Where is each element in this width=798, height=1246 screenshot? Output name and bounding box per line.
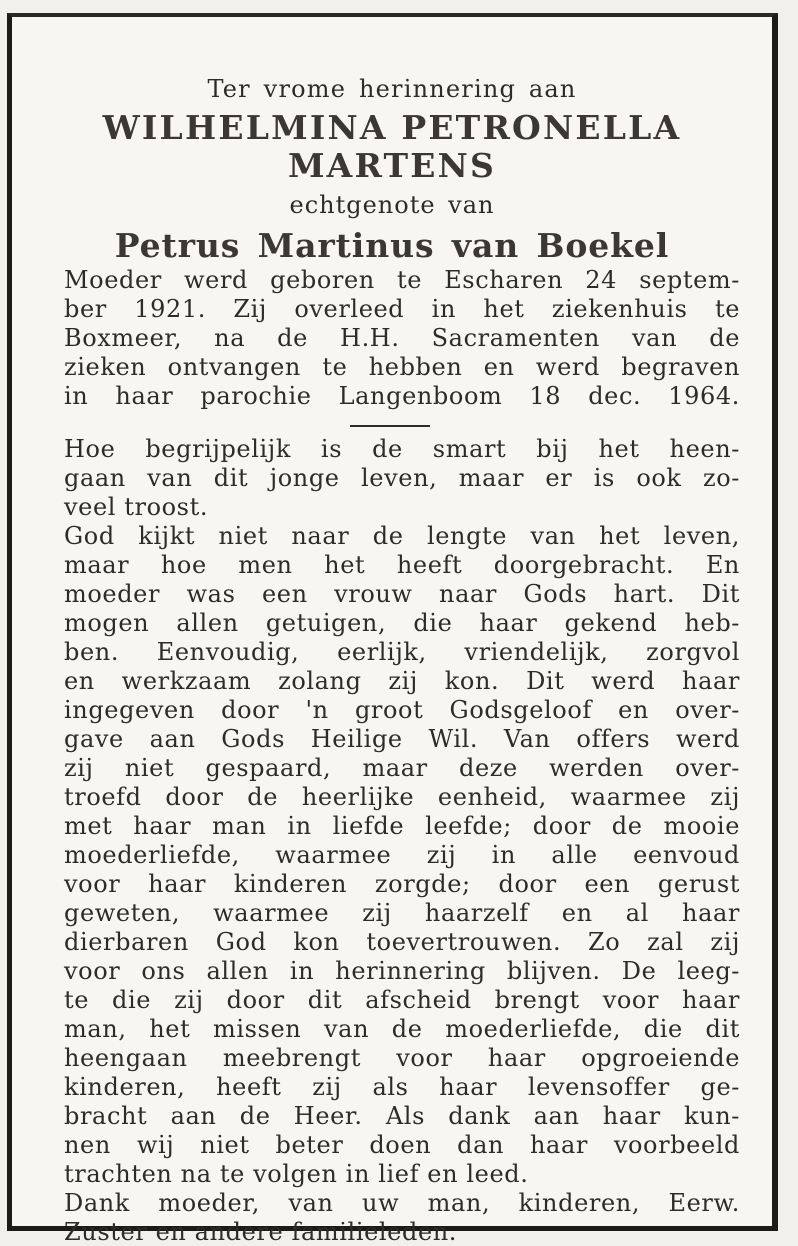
- memorial-card: [7, 13, 778, 1246]
- deceased-name-line-2: MARTENS: [287, 146, 497, 185]
- tribute-line: gave aan Gods Heilige Wil. Van offers werd: [64, 725, 740, 753]
- tribute-line: moeder was een vrouw naar Gods hart. Dit: [64, 580, 740, 608]
- tribute-line: bracht aan de Heer. Als dank aan haar kun-: [64, 1102, 740, 1130]
- tribute-line: Dank moeder, van uw man, kinderen, Eerw.: [64, 1189, 740, 1217]
- tribute-line: geweten, waarmee zij haarzelf en al haar: [64, 899, 740, 927]
- deceased-name-line-1: WILHELMINA PETRONELLA: [102, 108, 682, 147]
- bio-line: ber 1921. Zij overleed in het ziekenhuis te: [64, 295, 740, 323]
- tribute-line: en werkzaam zolang zij kon. Dit werd haar: [64, 667, 740, 695]
- spouse-label: echtgenote van: [289, 191, 495, 219]
- tribute-line: voor ons allen in herinnering blijven. De leeg-: [64, 957, 740, 985]
- tribute-line: Hoe begrijpelijk is de smart bij het heen-: [64, 435, 740, 463]
- tribute-line: te die zij door dit afscheid brengt voor haar: [64, 986, 740, 1014]
- tribute-line: moederliefde, waarmee zij in alle eenvoud: [64, 841, 740, 869]
- tribute-line: troefd door de heerlijke eenheid, waarmee zij: [64, 783, 740, 811]
- section-divider: [350, 425, 430, 427]
- tribute-line: Zuster en andere familieleden.: [64, 1218, 458, 1246]
- tribute-line: ben. Eenvoudig, eerlijk, vriendelijk, zorgvol: [64, 638, 740, 666]
- tribute-line: veel troost.: [64, 493, 209, 521]
- tribute-line: God kijkt niet naar de lengte van het leven,: [64, 522, 740, 550]
- tribute-line: dierbaren God kon toevertrouwen. Zo zal zij: [64, 928, 740, 956]
- tribute-line: heengaan meebrengt voor haar opgroeiende: [64, 1044, 740, 1072]
- bio-line: in haar parochie Langenboom 18 dec. 1964.: [64, 382, 740, 410]
- tribute-line: gaan van dit jonge leven, maar er is ook zo-: [64, 464, 740, 492]
- tribute-line: ingegeven door 'n groot Godsgeloof en over-: [64, 696, 740, 724]
- tribute-line: maar hoe men het heeft doorgebracht. En: [64, 551, 740, 579]
- bio-line: Moeder werd geboren te Escharen 24 septem-: [64, 266, 740, 294]
- tribute-line: zij niet gespaard, maar deze werden over-: [64, 754, 740, 782]
- tribute-line: trachten na te volgen in lief en leed.: [64, 1160, 529, 1188]
- bio-line: zieken ontvangen te hebben en werd begraven: [64, 353, 740, 381]
- tribute-line: met haar man in liefde leefde; door de mooie: [64, 812, 740, 840]
- intro-text: Ter vrome herinnering aan: [207, 75, 577, 103]
- spouse-name: Petrus Martinus van Boekel: [114, 226, 670, 265]
- tribute-line: man, het missen van de moederliefde, die dit: [64, 1015, 740, 1043]
- tribute-line: nen wij niet beter doen dan haar voorbeeld: [64, 1131, 740, 1159]
- tribute-line: mogen allen getuigen, die haar gekend heb-: [64, 609, 740, 637]
- tribute-line: voor haar kinderen zorgde; door een gerust: [64, 870, 740, 898]
- bio-line: Boxmeer, na de H.H. Sacramenten van de: [64, 324, 740, 352]
- tribute-line: kinderen, heeft zij als haar levensoffer ge-: [64, 1073, 740, 1101]
